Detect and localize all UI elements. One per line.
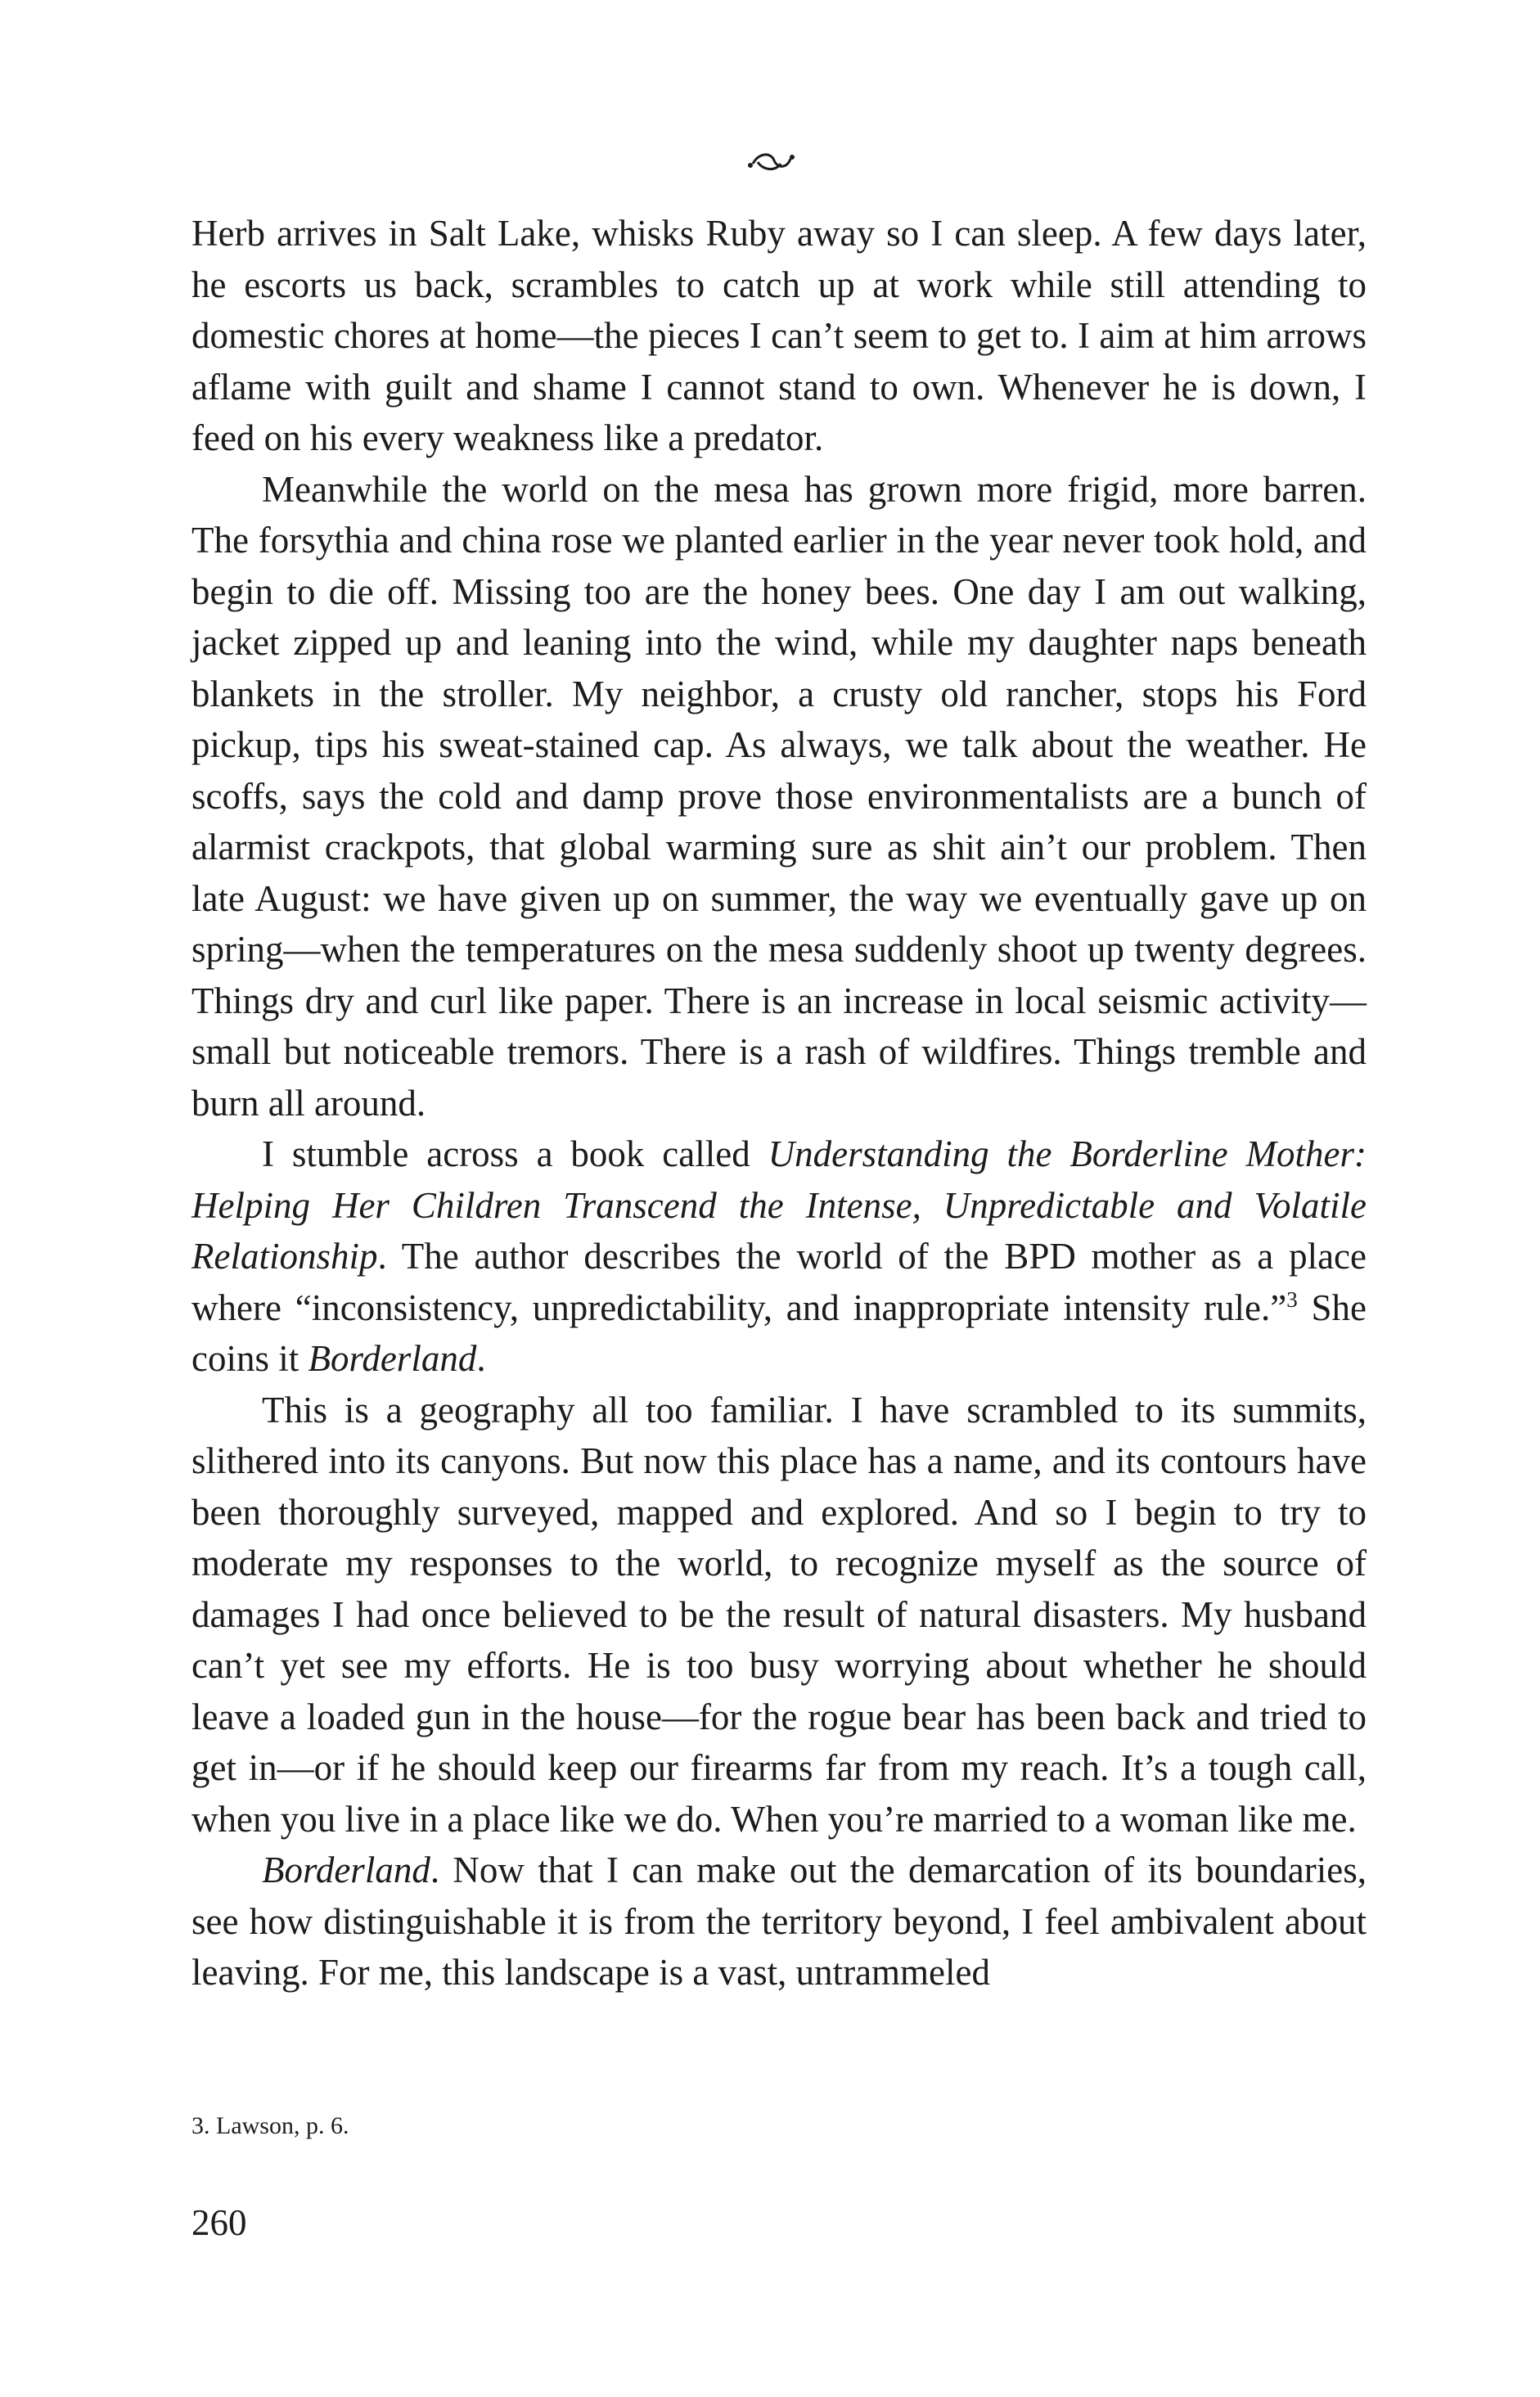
section-break-ornament [746,147,795,177]
ornament-icon [746,147,795,177]
footnote-reference: 3 [1286,1286,1298,1312]
paragraph-5-text: . Now that I can make out the demarcation of its boundaries, see how distinguishable it is from the territory beyond, I feel ambivalent about leaving. For me, this landscape is a vast, untrammeled [191,1850,1367,1993]
paragraph-1-text: Herb arrives in Salt Lake, whisks Ruby away so I can sleep. A few days later, he escorts us back, scrambles to catch up at work while still attending to domestic chores at home—the pieces I can’t seem to get to. I aim at him arrows aflame with guilt and shame I cannot stand to own. Whenever he is down, I feed on his every weakness like a predator. [191,213,1367,458]
paragraph-4-text: This is a geography all too familiar. I have scrambled to its summits, slithered into its canyons. But now this place has a name, and its contours have been thoroughly surveyed, mapped and explored. And so I begin to try to moderate my responses to the world, to recognize myself as the source of damages I had once believed to be the result of natural disasters. My husband can’t yet see my efforts. He is too busy worrying about whether he should leave a loaded gun in the house—for the rogue bear has been back and tried to get in—or if he should keep our firearms far from my reach. It’s a tough call, when you live in a place like we do. When you’re married to a woman like me. [191,1389,1367,1840]
book-title: Understanding the Borderline Mother: Helping Her Children Transcend the Intense, Unpredictable and Volatile Relationship [191,1133,1367,1277]
paragraph-4 [191,1385,1367,1845]
paragraph-3-quote: . The author describes the world of the BPD mother as a place where “inconsistency, unpredictability, and inappropriate intensity rule.” [191,1236,1367,1328]
paragraph-5 [191,1845,1367,1998]
paragraph-3-tail: She coins it [191,1286,1367,1379]
footnote: 3. Lawson, p. 6. [191,2112,349,2139]
page-number: 260 [191,2202,247,2243]
paragraph-2-text: Meanwhile the world on the mesa has grown more frigid, more barren. The forsythia and china rose we planted earlier in the year never took hold, and begin to die off. Missing too are the honey bees. One day I am out walking, jacket zipped up and leaning into the wind, while my daughter naps beneath blankets in the stroller. My neighbor, a crusty old rancher, stops his Ford pickup, tips his sweat-stained cap. As always, we talk about the weather. He scoffs, says the cold and damp prove those environmentalists are a bunch of alarmist crackpots, that global warming sure as shit ain’t our problem. Then late August: we have given up on summer, the way we eventually gave up on spring—when the temperatures on the mesa suddenly shoot up twenty degrees. Things dry and curl like paper. There is an increase in local seismic activity—small but noticeable tremors. There is a rash of wildfires. Things tremble and burn all around. [191,468,1367,1124]
body-text [191,208,1367,1998]
borderland-term-heading: Borderland [262,1850,430,1890]
paragraph-3-end: . [476,1338,486,1379]
paragraph-3-lead: I stumble across a book called [262,1133,768,1174]
paragraph-2 [191,464,1367,1129]
paragraph-3 [191,1129,1367,1385]
borderland-term: Borderland [308,1338,477,1379]
paragraph-1 [191,208,1367,464]
